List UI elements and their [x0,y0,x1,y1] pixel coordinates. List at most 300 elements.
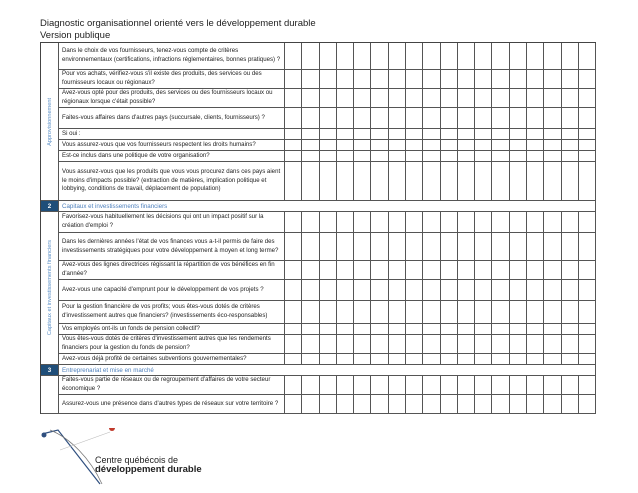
answer-cells[interactable] [285,151,596,161]
answer-cell[interactable] [423,280,440,300]
answer-cell[interactable] [337,354,354,364]
answer-cell[interactable] [389,212,406,232]
answer-cell[interactable] [544,162,561,200]
answer-cell[interactable] [492,70,509,88]
answer-cell[interactable] [354,140,371,150]
answer-cell[interactable] [475,108,492,128]
answer-cell[interactable] [423,354,440,364]
answer-cell[interactable] [441,376,458,394]
answer-cell[interactable] [371,376,388,394]
answer-cells[interactable] [285,301,596,323]
answer-cells[interactable] [285,335,596,353]
answer-cell[interactable] [492,354,509,364]
answer-cell[interactable] [371,354,388,364]
answer-cell[interactable] [354,162,371,200]
answer-cells[interactable] [285,89,596,107]
answer-cell[interactable] [320,162,337,200]
answer-cell[interactable] [320,70,337,88]
answer-cell[interactable] [354,108,371,128]
answer-cell[interactable] [302,280,319,300]
answer-cell[interactable] [320,89,337,107]
answer-cell[interactable] [475,261,492,279]
answer-cell[interactable] [458,376,475,394]
answer-cell[interactable] [562,151,579,161]
answer-cell[interactable] [562,324,579,334]
answer-cell[interactable] [510,301,527,323]
answer-cell[interactable] [475,212,492,232]
answer-cell[interactable] [458,70,475,88]
answer-cell[interactable] [285,151,302,161]
answer-cell[interactable] [475,335,492,353]
answer-cell[interactable] [475,376,492,394]
answer-cell[interactable] [562,108,579,128]
answer-cell[interactable] [302,43,319,69]
answer-cell[interactable] [337,140,354,150]
answer-cell[interactable] [579,280,596,300]
answer-cell[interactable] [527,43,544,69]
answer-cells[interactable] [285,129,596,139]
answer-cell[interactable] [337,43,354,69]
answer-cell[interactable] [544,301,561,323]
answer-cell[interactable] [285,129,302,139]
answer-cell[interactable] [371,151,388,161]
answer-cell[interactable] [337,129,354,139]
answer-cell[interactable] [458,108,475,128]
answer-cell[interactable] [492,335,509,353]
answer-cell[interactable] [579,301,596,323]
answer-cell[interactable] [458,233,475,260]
answer-cell[interactable] [562,376,579,394]
answer-cell[interactable] [423,70,440,88]
answer-cell[interactable] [492,233,509,260]
answer-cell[interactable] [285,233,302,260]
answer-cell[interactable] [285,280,302,300]
answer-cell[interactable] [337,335,354,353]
answer-cell[interactable] [492,162,509,200]
answer-cell[interactable] [510,151,527,161]
answer-cell[interactable] [475,151,492,161]
answer-cell[interactable] [579,70,596,88]
answer-cell[interactable] [458,301,475,323]
answer-cell[interactable] [527,162,544,200]
answer-cell[interactable] [389,233,406,260]
answer-cell[interactable] [285,261,302,279]
answer-cell[interactable] [406,280,423,300]
answer-cell[interactable] [562,89,579,107]
answer-cell[interactable] [579,89,596,107]
answer-cell[interactable] [441,108,458,128]
answer-cell[interactable] [492,376,509,394]
answer-cell[interactable] [544,261,561,279]
answer-cell[interactable] [302,108,319,128]
answer-cell[interactable] [458,162,475,200]
answer-cell[interactable] [285,324,302,334]
answer-cell[interactable] [492,261,509,279]
answer-cell[interactable] [320,395,337,413]
answer-cell[interactable] [544,324,561,334]
answer-cell[interactable] [423,162,440,200]
answer-cell[interactable] [527,89,544,107]
answer-cell[interactable] [285,89,302,107]
answer-cell[interactable] [320,301,337,323]
answer-cell[interactable] [510,324,527,334]
answer-cell[interactable] [441,335,458,353]
answer-cell[interactable] [475,354,492,364]
answer-cell[interactable] [354,43,371,69]
answer-cell[interactable] [510,43,527,69]
answer-cell[interactable] [302,140,319,150]
answer-cell[interactable] [371,212,388,232]
answer-cell[interactable] [492,395,509,413]
answer-cell[interactable] [492,140,509,150]
answer-cells[interactable] [285,108,596,128]
answer-cell[interactable] [285,354,302,364]
answer-cell[interactable] [527,280,544,300]
answer-cell[interactable] [579,129,596,139]
answer-cell[interactable] [544,140,561,150]
answer-cell[interactable] [562,129,579,139]
answer-cell[interactable] [302,354,319,364]
answer-cell[interactable] [389,140,406,150]
answer-cell[interactable] [320,212,337,232]
answer-cell[interactable] [510,233,527,260]
answer-cell[interactable] [389,354,406,364]
answer-cells[interactable] [285,376,596,394]
answer-cells[interactable] [285,395,596,413]
answer-cell[interactable] [337,70,354,88]
answer-cell[interactable] [389,395,406,413]
answer-cell[interactable] [527,70,544,88]
answer-cell[interactable] [320,261,337,279]
answer-cell[interactable] [441,140,458,150]
answer-cell[interactable] [441,162,458,200]
answer-cell[interactable] [562,43,579,69]
answer-cell[interactable] [492,280,509,300]
answer-cell[interactable] [562,354,579,364]
answer-cell[interactable] [510,140,527,150]
answer-cell[interactable] [458,280,475,300]
answer-cell[interactable] [320,43,337,69]
answer-cell[interactable] [389,261,406,279]
answer-cell[interactable] [320,108,337,128]
answer-cell[interactable] [579,376,596,394]
answer-cell[interactable] [320,129,337,139]
answer-cell[interactable] [492,212,509,232]
answer-cell[interactable] [562,70,579,88]
answer-cell[interactable] [406,212,423,232]
answer-cell[interactable] [492,151,509,161]
answer-cells[interactable] [285,261,596,279]
answer-cell[interactable] [492,324,509,334]
answer-cell[interactable] [544,129,561,139]
answer-cell[interactable] [354,212,371,232]
answer-cell[interactable] [579,233,596,260]
answer-cell[interactable] [527,151,544,161]
answer-cell[interactable] [354,89,371,107]
answer-cell[interactable] [579,108,596,128]
answer-cell[interactable] [492,43,509,69]
answer-cell[interactable] [320,354,337,364]
answer-cell[interactable] [510,70,527,88]
answer-cell[interactable] [302,324,319,334]
answer-cell[interactable] [579,162,596,200]
answer-cells[interactable] [285,280,596,300]
answer-cell[interactable] [371,140,388,150]
answer-cell[interactable] [458,395,475,413]
answer-cell[interactable] [406,376,423,394]
answer-cell[interactable] [579,261,596,279]
answer-cell[interactable] [389,324,406,334]
answer-cell[interactable] [492,301,509,323]
answer-cell[interactable] [354,354,371,364]
answer-cell[interactable] [510,162,527,200]
answer-cell[interactable] [458,89,475,107]
answer-cell[interactable] [285,43,302,69]
answer-cell[interactable] [475,301,492,323]
answer-cell[interactable] [285,376,302,394]
answer-cell[interactable] [302,89,319,107]
answer-cell[interactable] [302,151,319,161]
answer-cell[interactable] [527,140,544,150]
answer-cell[interactable] [371,280,388,300]
answer-cell[interactable] [562,162,579,200]
answer-cell[interactable] [423,129,440,139]
answer-cell[interactable] [320,280,337,300]
answer-cell[interactable] [492,108,509,128]
answer-cell[interactable] [371,335,388,353]
answer-cell[interactable] [354,233,371,260]
answer-cell[interactable] [562,301,579,323]
answer-cell[interactable] [406,335,423,353]
answer-cell[interactable] [579,212,596,232]
answer-cell[interactable] [285,162,302,200]
answer-cell[interactable] [337,280,354,300]
answer-cell[interactable] [354,70,371,88]
answer-cell[interactable] [320,376,337,394]
answer-cell[interactable] [285,140,302,150]
answer-cell[interactable] [389,280,406,300]
answer-cell[interactable] [406,43,423,69]
answer-cell[interactable] [510,108,527,128]
answer-cell[interactable] [337,395,354,413]
answer-cells[interactable] [285,140,596,150]
answer-cell[interactable] [354,280,371,300]
answer-cell[interactable] [406,108,423,128]
answer-cell[interactable] [406,324,423,334]
answer-cell[interactable] [302,335,319,353]
answer-cell[interactable] [337,151,354,161]
answer-cell[interactable] [458,212,475,232]
answer-cell[interactable] [579,43,596,69]
answer-cell[interactable] [302,376,319,394]
answer-cell[interactable] [475,43,492,69]
answer-cell[interactable] [371,70,388,88]
answer-cell[interactable] [527,233,544,260]
answer-cell[interactable] [527,301,544,323]
answer-cells[interactable] [285,43,596,69]
answer-cell[interactable] [389,335,406,353]
answer-cell[interactable] [527,354,544,364]
answer-cell[interactable] [337,108,354,128]
answer-cell[interactable] [562,280,579,300]
answer-cell[interactable] [285,212,302,232]
answer-cell[interactable] [544,233,561,260]
answer-cell[interactable] [579,140,596,150]
answer-cell[interactable] [441,261,458,279]
answer-cell[interactable] [475,280,492,300]
answer-cell[interactable] [354,261,371,279]
answer-cell[interactable] [458,140,475,150]
answer-cell[interactable] [510,376,527,394]
answer-cells[interactable] [285,233,596,260]
answer-cell[interactable] [354,395,371,413]
answer-cell[interactable] [579,354,596,364]
answer-cells[interactable] [285,354,596,364]
answer-cell[interactable] [510,212,527,232]
answer-cell[interactable] [423,108,440,128]
answer-cell[interactable] [302,261,319,279]
answer-cell[interactable] [389,301,406,323]
answer-cell[interactable] [320,151,337,161]
answer-cell[interactable] [389,89,406,107]
answer-cell[interactable] [510,89,527,107]
answer-cell[interactable] [579,335,596,353]
answer-cell[interactable] [371,43,388,69]
answer-cell[interactable] [544,70,561,88]
answer-cell[interactable] [544,354,561,364]
answer-cell[interactable] [544,212,561,232]
answer-cell[interactable] [562,233,579,260]
answer-cell[interactable] [441,280,458,300]
answer-cell[interactable] [441,324,458,334]
answer-cell[interactable] [562,212,579,232]
answer-cell[interactable] [458,335,475,353]
answer-cells[interactable] [285,162,596,200]
answer-cell[interactable] [320,233,337,260]
answer-cell[interactable] [423,43,440,69]
answer-cell[interactable] [441,301,458,323]
answer-cell[interactable] [527,324,544,334]
answer-cell[interactable] [527,261,544,279]
answer-cell[interactable] [579,151,596,161]
answer-cell[interactable] [423,335,440,353]
answer-cell[interactable] [389,376,406,394]
answer-cell[interactable] [337,324,354,334]
answer-cell[interactable] [475,129,492,139]
answer-cell[interactable] [441,89,458,107]
answer-cell[interactable] [544,376,561,394]
answer-cell[interactable] [423,151,440,161]
answer-cell[interactable] [406,140,423,150]
answer-cell[interactable] [423,301,440,323]
answer-cell[interactable] [441,212,458,232]
answer-cell[interactable] [441,151,458,161]
answer-cell[interactable] [544,280,561,300]
answer-cell[interactable] [423,261,440,279]
answer-cell[interactable] [544,89,561,107]
answer-cell[interactable] [406,89,423,107]
answer-cell[interactable] [337,376,354,394]
answer-cell[interactable] [354,151,371,161]
answer-cell[interactable] [458,261,475,279]
answer-cell[interactable] [389,162,406,200]
answer-cell[interactable] [371,324,388,334]
answer-cell[interactable] [423,212,440,232]
answer-cell[interactable] [441,233,458,260]
answer-cell[interactable] [302,129,319,139]
answer-cell[interactable] [527,108,544,128]
answer-cells[interactable] [285,324,596,334]
answer-cell[interactable] [371,301,388,323]
answer-cell[interactable] [458,151,475,161]
answer-cell[interactable] [406,354,423,364]
answer-cell[interactable] [562,335,579,353]
answer-cell[interactable] [285,395,302,413]
answer-cell[interactable] [371,395,388,413]
answer-cell[interactable] [527,376,544,394]
answer-cell[interactable] [441,70,458,88]
answer-cell[interactable] [527,335,544,353]
answer-cell[interactable] [510,395,527,413]
answer-cell[interactable] [423,140,440,150]
answer-cell[interactable] [371,162,388,200]
answer-cell[interactable] [423,376,440,394]
answer-cell[interactable] [544,43,561,69]
answer-cells[interactable] [285,70,596,88]
answer-cell[interactable] [475,395,492,413]
answer-cell[interactable] [527,129,544,139]
answer-cell[interactable] [389,43,406,69]
answer-cell[interactable] [458,43,475,69]
answer-cell[interactable] [302,301,319,323]
answer-cell[interactable] [406,233,423,260]
answer-cell[interactable] [406,162,423,200]
answer-cell[interactable] [389,108,406,128]
answer-cell[interactable] [406,301,423,323]
answer-cell[interactable] [406,395,423,413]
answer-cell[interactable] [302,162,319,200]
answer-cell[interactable] [423,395,440,413]
answer-cell[interactable] [285,70,302,88]
answer-cell[interactable] [562,261,579,279]
answer-cell[interactable] [302,233,319,260]
answer-cell[interactable] [285,301,302,323]
answer-cell[interactable] [406,70,423,88]
answer-cell[interactable] [302,70,319,88]
answer-cell[interactable] [544,151,561,161]
answer-cell[interactable] [475,162,492,200]
answer-cell[interactable] [320,324,337,334]
answer-cell[interactable] [371,108,388,128]
answer-cell[interactable] [475,89,492,107]
answer-cell[interactable] [562,395,579,413]
answer-cell[interactable] [510,129,527,139]
answer-cell[interactable] [579,324,596,334]
answer-cell[interactable] [337,89,354,107]
answer-cell[interactable] [337,212,354,232]
answer-cell[interactable] [441,129,458,139]
answer-cell[interactable] [354,335,371,353]
answer-cell[interactable] [354,129,371,139]
answer-cell[interactable] [406,261,423,279]
answer-cell[interactable] [458,324,475,334]
answer-cell[interactable] [510,335,527,353]
answer-cell[interactable] [354,301,371,323]
answer-cell[interactable] [337,233,354,260]
answer-cell[interactable] [562,140,579,150]
answer-cell[interactable] [475,324,492,334]
answer-cell[interactable] [371,233,388,260]
